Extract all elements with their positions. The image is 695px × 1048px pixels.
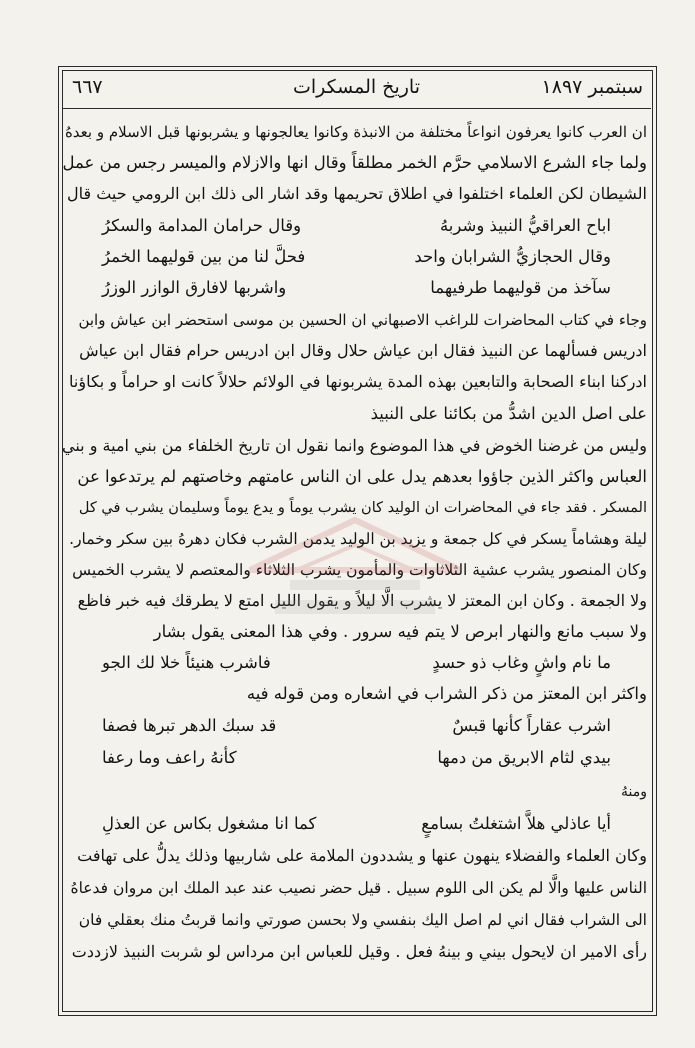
- text-line: ولا الجمعة . وكان ابن المعتز لا يشرب الَّا ليلاً و يقول الليل امتع لا يطرقك فيه خبر فاظع: [77, 591, 647, 610]
- text-line: واكثر ابن المعتز من ذكر الشراب في اشعاره ومن قوله فيه: [246, 684, 647, 703]
- text-line: رأى الامير ان لايحول بيني و بينهُ فعل . وقيل للعباس ابن مرداس لو شربت النبيذ لازددت: [71, 942, 647, 961]
- verse-hemistich: وقال حرامان المدامة والسكرُ: [102, 216, 302, 235]
- text-line: الشيطان لكن العلماء اختلفوا في اطلاق تحريمها وقد اشار الى ذلك ابن الرومي حيث قال: [66, 184, 647, 203]
- verse-hemistich: أيا عاذلي هلاَّ اشتغلتُ بسامعٍ: [421, 814, 611, 833]
- verse-hemistich: اشرب عقاراً كأنها قبسٌ: [452, 716, 611, 735]
- text-line: على اصل الدين اشدُّ من بكائنا على النبيذ: [370, 404, 647, 423]
- text-line: ولما جاء الشرع الاسلامي حرَّم الخمر مطلقاً وقال انها والازلام والميسر رجس من عمل: [62, 153, 647, 172]
- text-line: ادريس فسألهما عن النبيذ فقال ابن عياش حلال وقال ابن ادريس حرام فقال ابن عياش: [79, 341, 647, 360]
- text-line: ادركنا ابناء الصحابة والتابعين بهذه المدة يشربونها في الولائم حلالاً كانت او حراماً و بكاؤنا: [69, 372, 647, 391]
- verse-hemistich: ما نام واشٍ وغاب ذو حسدٍ: [432, 653, 611, 672]
- page-body: [62, 112, 651, 1007]
- text-line: الناس عليها والَّا لم يكن الى اللوم سبيل . قيل حضر نصيب عند عبد الملك ابن مروان فدعاهُ: [70, 879, 647, 897]
- text-line: الى الشراب فقال اني لم اصل اليك بنفسي ولا بحسن صورتي وانما قربتُ منك بعقلي فان: [78, 911, 647, 929]
- verse-hemistich: كأنهُ راعف وما رعفا: [102, 748, 237, 767]
- text-line: ليلة وهشاماً يسكر في كل جمعة و يزيد بن الوليد يدمن الشرب فكان دهرهُ بين سكر وخمار.: [69, 530, 647, 548]
- verse-hemistich: سآخذ من قوليهما طرفيهما: [430, 278, 611, 297]
- text-line: المسكر . فقد جاء في المحاضرات ان الوليد كان يشرب يوماً و يدع يوماً وسليمان يشرب في كل: [78, 500, 647, 516]
- verse-hemistich: بيدي لثام الابريق من دمها: [437, 748, 611, 767]
- text-line: ولا سبب مانع والنهار ابرص لا يتم فيه سرور . وفي هذا المعنى يقول بشار: [153, 622, 647, 641]
- verse-hemistich: اباح العراقيُّ النبيذ وشربهُ: [439, 216, 611, 235]
- text-line: ومنهُ: [621, 784, 647, 800]
- text-line: وليس من غرضنا الخوض في هذا الموضوع وانما نقول ان تاريخ الخلفاء من بني امية و بني: [62, 436, 647, 455]
- text-line: وكان المنصور يشرب عشية الثلاثاوات والمأمون يشرب الثلاثاء والمعتصم لا يشرب الخميس: [72, 561, 647, 579]
- verse-hemistich: فحلَّ لنا من بين قوليهما الخمرُ: [102, 247, 306, 266]
- verse-hemistich: وقال الحجازيُّ الشرابان واحد: [414, 247, 611, 266]
- verse-hemistich: كما انا مشغول بكاس عن العذلِ: [102, 814, 317, 833]
- verse-hemistich: واشربها لافارق الوازر الوزرُ: [102, 278, 287, 297]
- running-header: [62, 70, 651, 109]
- text-line: وكان العلماء والفضلاء ينهون عنها و يشددون الملامة على شاربيها وذلك يدلُّ على تهافت: [77, 846, 647, 865]
- page-number: ٦٦٧: [72, 76, 103, 98]
- header-date: سبتمبر ١٨٩٧: [541, 76, 643, 98]
- text-line: وجاء في كتاب المحاضرات للراغب الاصبهاني ان الحسين بن موسى استحضر ابن عياش وابن: [78, 311, 647, 329]
- verse-hemistich: فاشرب هنيئاً خلا لك الجو: [102, 653, 271, 672]
- text-line: ان العرب كانوا يعرفون انواعاً مختلفة من الانبذة وكانوا يعالجونها و يشربونها قبل الاسلام و بعدهُ: [64, 123, 647, 141]
- verse-hemistich: قد سبك الدهر تبرها فصفا: [102, 716, 277, 735]
- text-line: العباس واكثر الذين جاؤوا بعدهم يدل على ان الناس عامتهم وخاصتهم لم يرتدعوا عن: [77, 467, 647, 486]
- header-title: تاريخ المسكرات: [293, 76, 420, 98]
